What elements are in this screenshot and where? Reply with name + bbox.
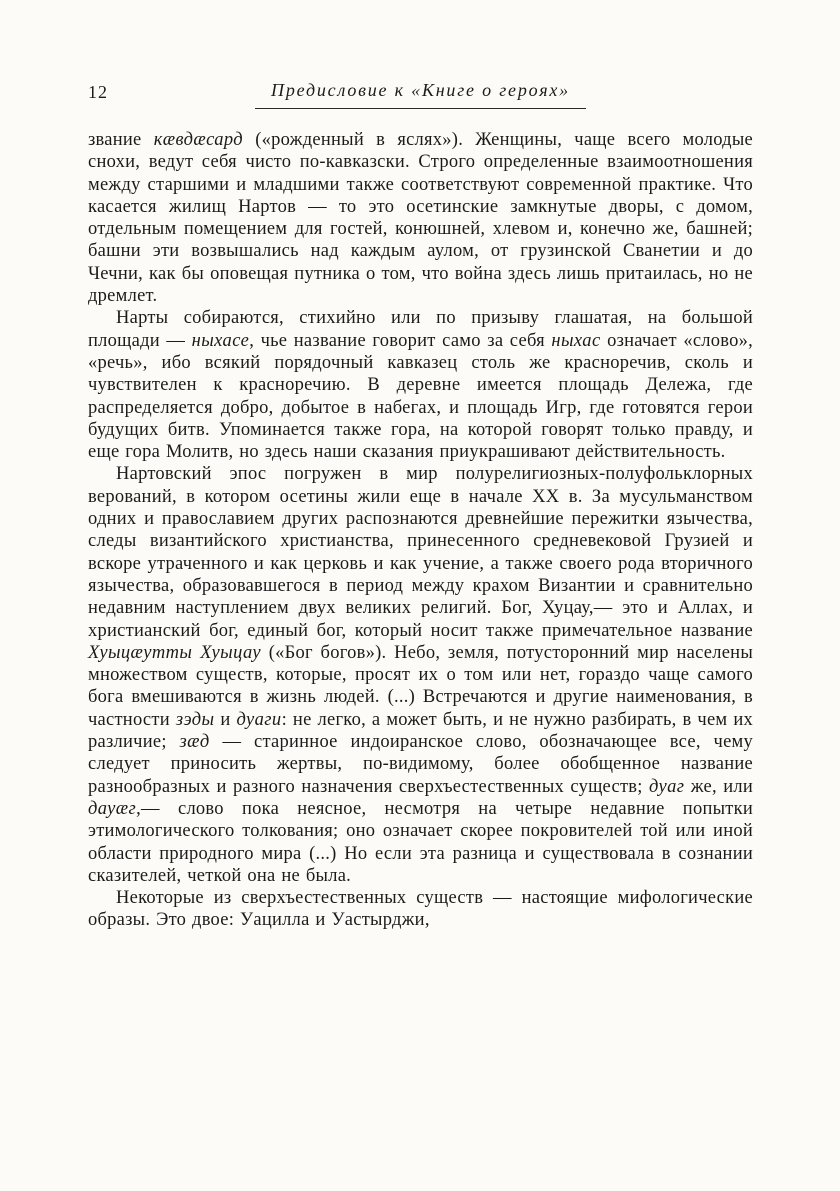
text-segment: Нартовский эпос погружен в мир полурелигиозных-полуфольклорных верований, в котором осетины жили еще в начале XX в. За мусульманством одних и православием других распознаются древнейшие пережитки язычества, следы византийского христианства, принесенного средневековой Грузией и вскоре утраченного и как церковь и как учение, а также своего рода вторичного язычества, образовавшегося в период между крахом Византии и сравнительно недавним наступлением двух великих религий. Бог, Хуцау,— это и Аллах, и христианский бог, единый бог, который носит также примечательное название [88,464,753,641]
text-segment: ,— слово пока неясное, несмотря на четыре недавние попытки этимологического толкования; оно означает скорее покровителей той или иной области природного мира (...) Но если эта разница и существовала в сознании сказителей, четкой она не была. [88,798,753,886]
text-segment: же, или [684,776,753,797]
page-number: 12 [88,82,108,102]
paragraph [88,463,753,887]
italic-term: зэды [175,709,215,730]
paragraph [88,887,753,932]
paragraph [88,129,753,307]
italic-term: дауæг [88,798,137,819]
text-segment: Нарты собираются, стихийно или по призыву глашатая, на большой площади — [88,308,753,351]
italic-term: ныхасе [191,330,250,351]
italic-term: дуаги [236,709,282,730]
text-segment: и [214,709,237,730]
italic-term: дуаг [649,776,685,797]
text-segment: («рожденный в яслях»). Женщины, чаще всего молодые снохи, ведут себя чисто по-кавказски. Строго определенные взаимоотношения между старшими и младшими также соответствуют современной практике. Что касается жилищ Нартов — то это осетинские замкнутые дворы, с домом, отдельным помещением для гостей, конюшней, хлевом и, конечно же, башней; башни эти возвышались над каждым аулом, от грузинской Сванетии и до Чечни, как бы оповещая путника о том, что война здесь лишь притаилась, но не дремлет. [88,130,753,307]
paragraph [88,307,753,463]
text-segment: — старинное индоиранское слово, обозначающее все, чему следует приносить жертвы, по-видимому, более обобщенное название разнообразных и разного назначения сверхъестественных существ; [88,732,753,797]
running-title: Предисловие к «Книге о героях» [255,80,586,109]
text-segment: : не легко, а может быть, и не нужно разбирать, в чем их различие; [88,709,753,753]
text-block [88,129,753,932]
text-segment: звание [88,130,154,150]
italic-term: кæвдæсард [153,130,244,150]
text-segment: означает «слово», «речь», ибо всякий порядочный кавказец столь же красноречив, сколь и чувствителен к красноречию. В деревне имеется площадь Дележа, где распределяется добро, добытое в набегах, и площадь Игр, где готовятся герои будущих битв. Упоминается также гора, на которой говорят только правду, и еще гора Молитв, но здесь наши сказания приукрашивают действительность. [88,330,753,463]
text-segment: , чье название говорит само за себя [249,330,552,351]
italic-term: ныхас [551,330,601,351]
text-segment: («Бог богов»). Небо, земля, потусторонний мир населены множеством существ, которые, просят их о том или нет, гораздо чаще самого бога вмешиваются в жизнь людей. (...) Встречаются и другие наименования, в частности [88,642,753,730]
italic-term: Хуыцæутты Хуыцау [88,642,261,663]
italic-term: зæд [179,732,210,753]
text-segment: Некоторые из сверхъестественных существ — настоящие мифологические образы. Это двое: Уацилла и Уастырджи, [88,888,753,931]
running-head [88,80,753,110]
